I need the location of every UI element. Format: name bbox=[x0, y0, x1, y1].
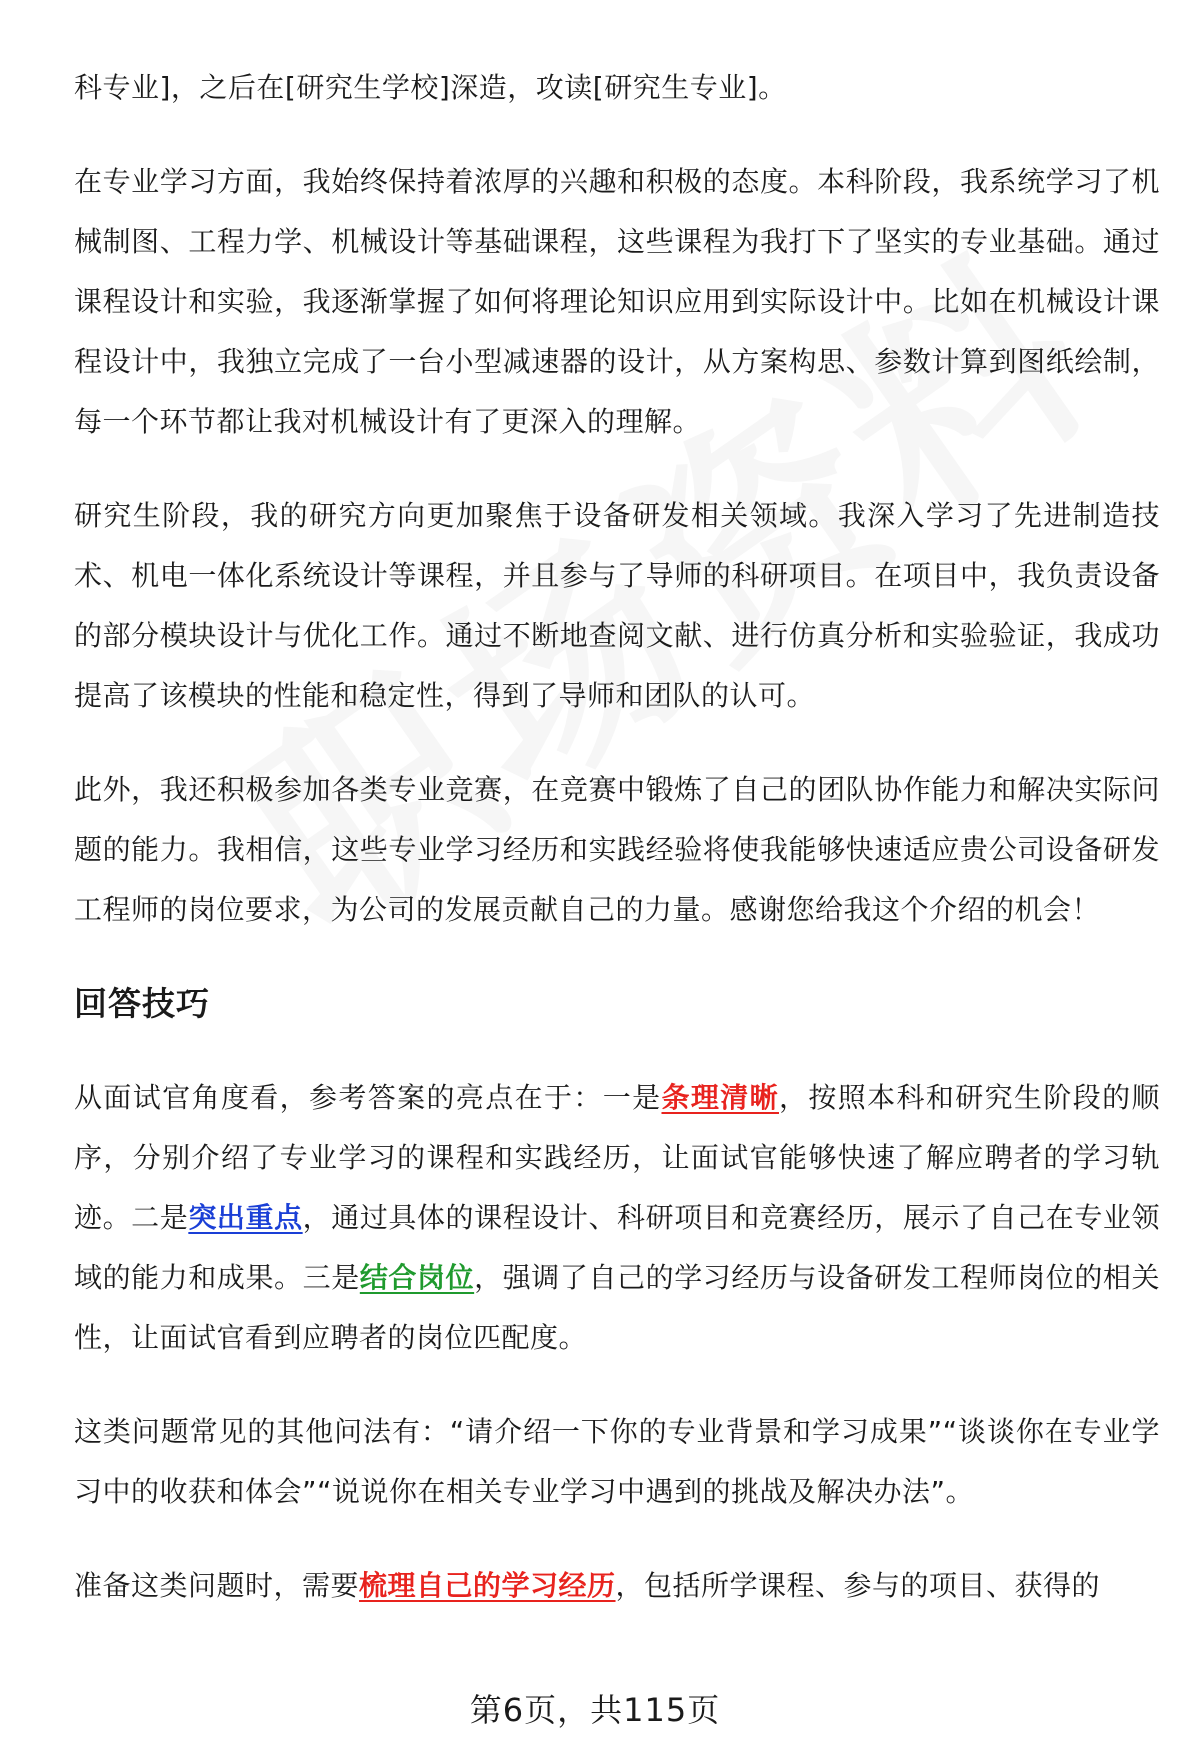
highlight-key-points: 突出重点 bbox=[188, 1201, 303, 1234]
page-number-footer: 第6页，共115页 bbox=[469, 1691, 721, 1729]
tips-text-2: ，按照本科和研究生阶段的顺序，分别介绍了专业学习的课程和实践经历，让面试官能够快速了解应聘者的学习轨迹。二是 bbox=[74, 1081, 1160, 1234]
tips-text-1: 从面试官角度看，参考答案的亮点在于：一是 bbox=[74, 1081, 662, 1114]
highlight-review-experience: 梳理自己的学习经历 bbox=[359, 1569, 616, 1602]
paragraph-tips-highlights bbox=[74, 1068, 1160, 1368]
paragraph-preparation bbox=[74, 1556, 1160, 1616]
highlight-job-fit: 结合岗位 bbox=[359, 1261, 475, 1294]
paragraph-alternative-questions: 这类问题常见的其他问法有：“请介绍一下你的专业背景和学习成果”“谈谈你在专业学习中的收获和体会”“说说你在相关专业学习中遇到的挑战及解决办法”。 bbox=[74, 1415, 1160, 1508]
paragraph-undergrad: 在专业学习方面，我始终保持着浓厚的兴趣和积极的态度。本科阶段，我系统学习了机械制图、工程力学、机械设计等基础课程，这些课程为我打下了坚实的专业基础。通过课程设计和实验，我逐渐掌握了如何将理论知识应用到实际设计中。比如在机械设计课程设计中，我独立完成了一台小型减速器的设计，从方案构思、参数计算到图纸绘制，每一个环节都让我对机械设计有了更深入的理解。 bbox=[74, 165, 1160, 438]
prep-text-1: 准备这类问题时，需要 bbox=[74, 1569, 360, 1602]
section-heading: 回答技巧 bbox=[74, 984, 210, 1023]
prep-text-2: ，包括所学课程、参与的项目、获得的 bbox=[615, 1569, 1101, 1602]
paragraph-graduate: 研究生阶段，我的研究方向更加聚焦于设备研发相关领域。我深入学习了先进制造技术、机电一体化系统设计等课程，并且参与了导师的科研项目。在项目中，我负责设备的部分模块设计与优化工作。通过不断地查阅文献、进行仿真分析和实验验证，我成功提高了该模块的性能和稳定性，得到了导师和团队的认可。 bbox=[74, 499, 1160, 712]
paragraph-intro-end: 科专业]，之后在[研究生学校]深造，攻读[研究生专业]。 bbox=[74, 71, 787, 104]
tips-text-3: ，通过具体的课程设计、科研项目和竞赛经历，展示了自己在专业领域的能力和成果。三是 bbox=[74, 1201, 1160, 1294]
tips-text-4: ，强调了自己的学习经历与设备研发工程师岗位的相关性，让面试官看到应聘者的岗位匹配度。 bbox=[74, 1261, 1160, 1354]
document-body bbox=[74, 58, 1160, 1650]
highlight-clear-structure: 条理清晰 bbox=[661, 1081, 779, 1114]
paragraph-competitions: 此外，我还积极参加各类专业竞赛，在竞赛中锻炼了自己的团队协作能力和解决实际问题的能力。我相信，这些专业学习经历和实践经验将使我能够快速适应贵公司设备研发工程师的岗位要求，为公司的发展贡献自己的力量。感谢您给我这个介绍的机会！ bbox=[74, 773, 1160, 926]
